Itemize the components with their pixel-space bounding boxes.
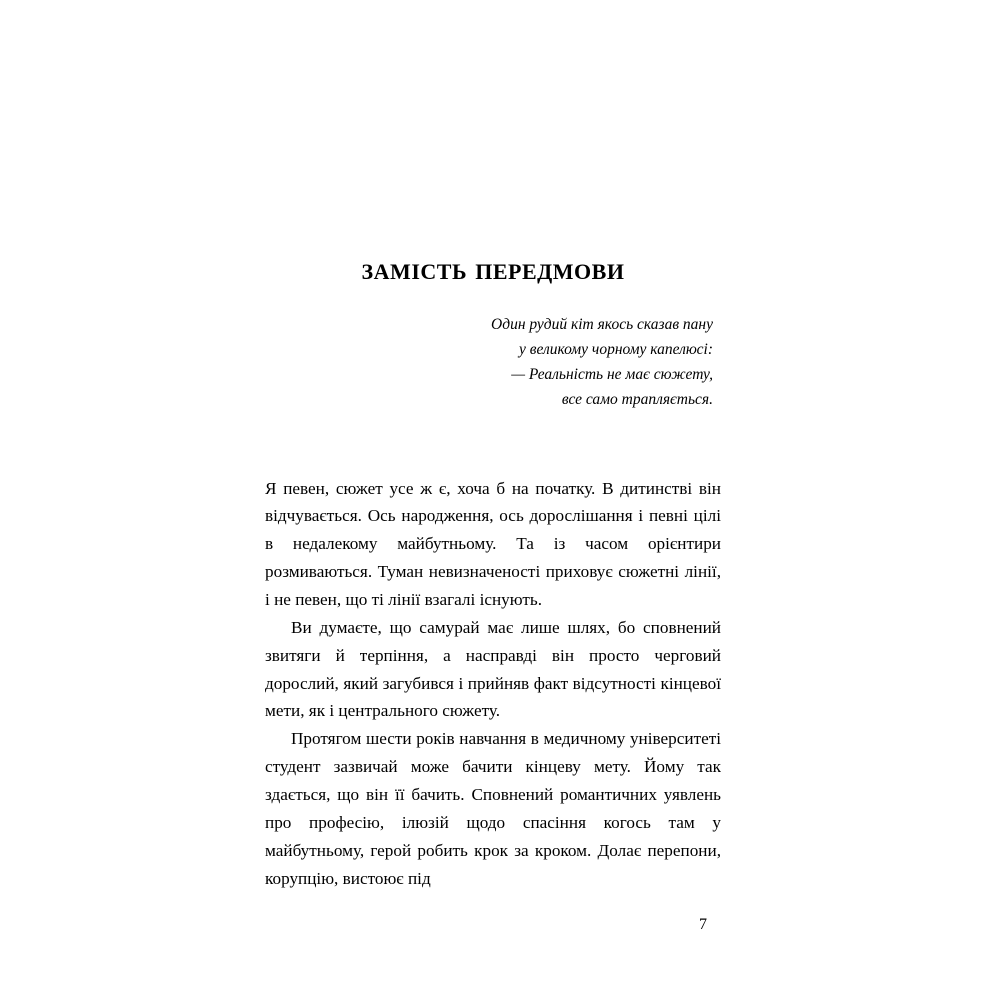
- page-title: замість передмови: [361, 251, 625, 286]
- paragraph: Я певен, сюжет усе ж є, хоча б на початку. В дитинстві він відчувається. Ось народження, ось дорослішання і певні цілі в недалекому майбутньому. Та із часом орієнтири розмиваються. Туман невизначеності приховує сюжетні лінії, і не певен, що ті лінії взагалі існують.: [265, 478, 721, 609]
- epigraph: [265, 312, 721, 412]
- epigraph-line-4: все само трапляється.: [561, 391, 713, 409]
- page-content: [265, 0, 721, 1000]
- page-number: 7: [699, 916, 707, 933]
- body-text: [265, 475, 721, 893]
- epigraph-line-3: — Реальність не має сюжету,: [511, 366, 713, 384]
- epigraph-line-1: Один рудий кіт якось сказав пану: [491, 316, 713, 334]
- paragraph: Ви думаєте, що самурай має лише шлях, бо сповнений звитяги й терпіння, а насправді він просто черговий дорослий, який загубився і прийняв факт відсутності кінцевої мети, як і центрального сюжету.: [265, 617, 721, 721]
- paragraph: Протягом шести років навчання в медичному університеті студент зазвичай може бачити кінцеву мету. Йому так здається, що він її бачить. Сповнений романтичних уявлень про професію, ілюзій щодо спасіння когось там у майбутньому, герой робить крок за кроком. Долає перепони, корупцію, вистоює під: [265, 729, 721, 888]
- epigraph-line-2: у великому чорному капелюсі:: [518, 341, 713, 359]
